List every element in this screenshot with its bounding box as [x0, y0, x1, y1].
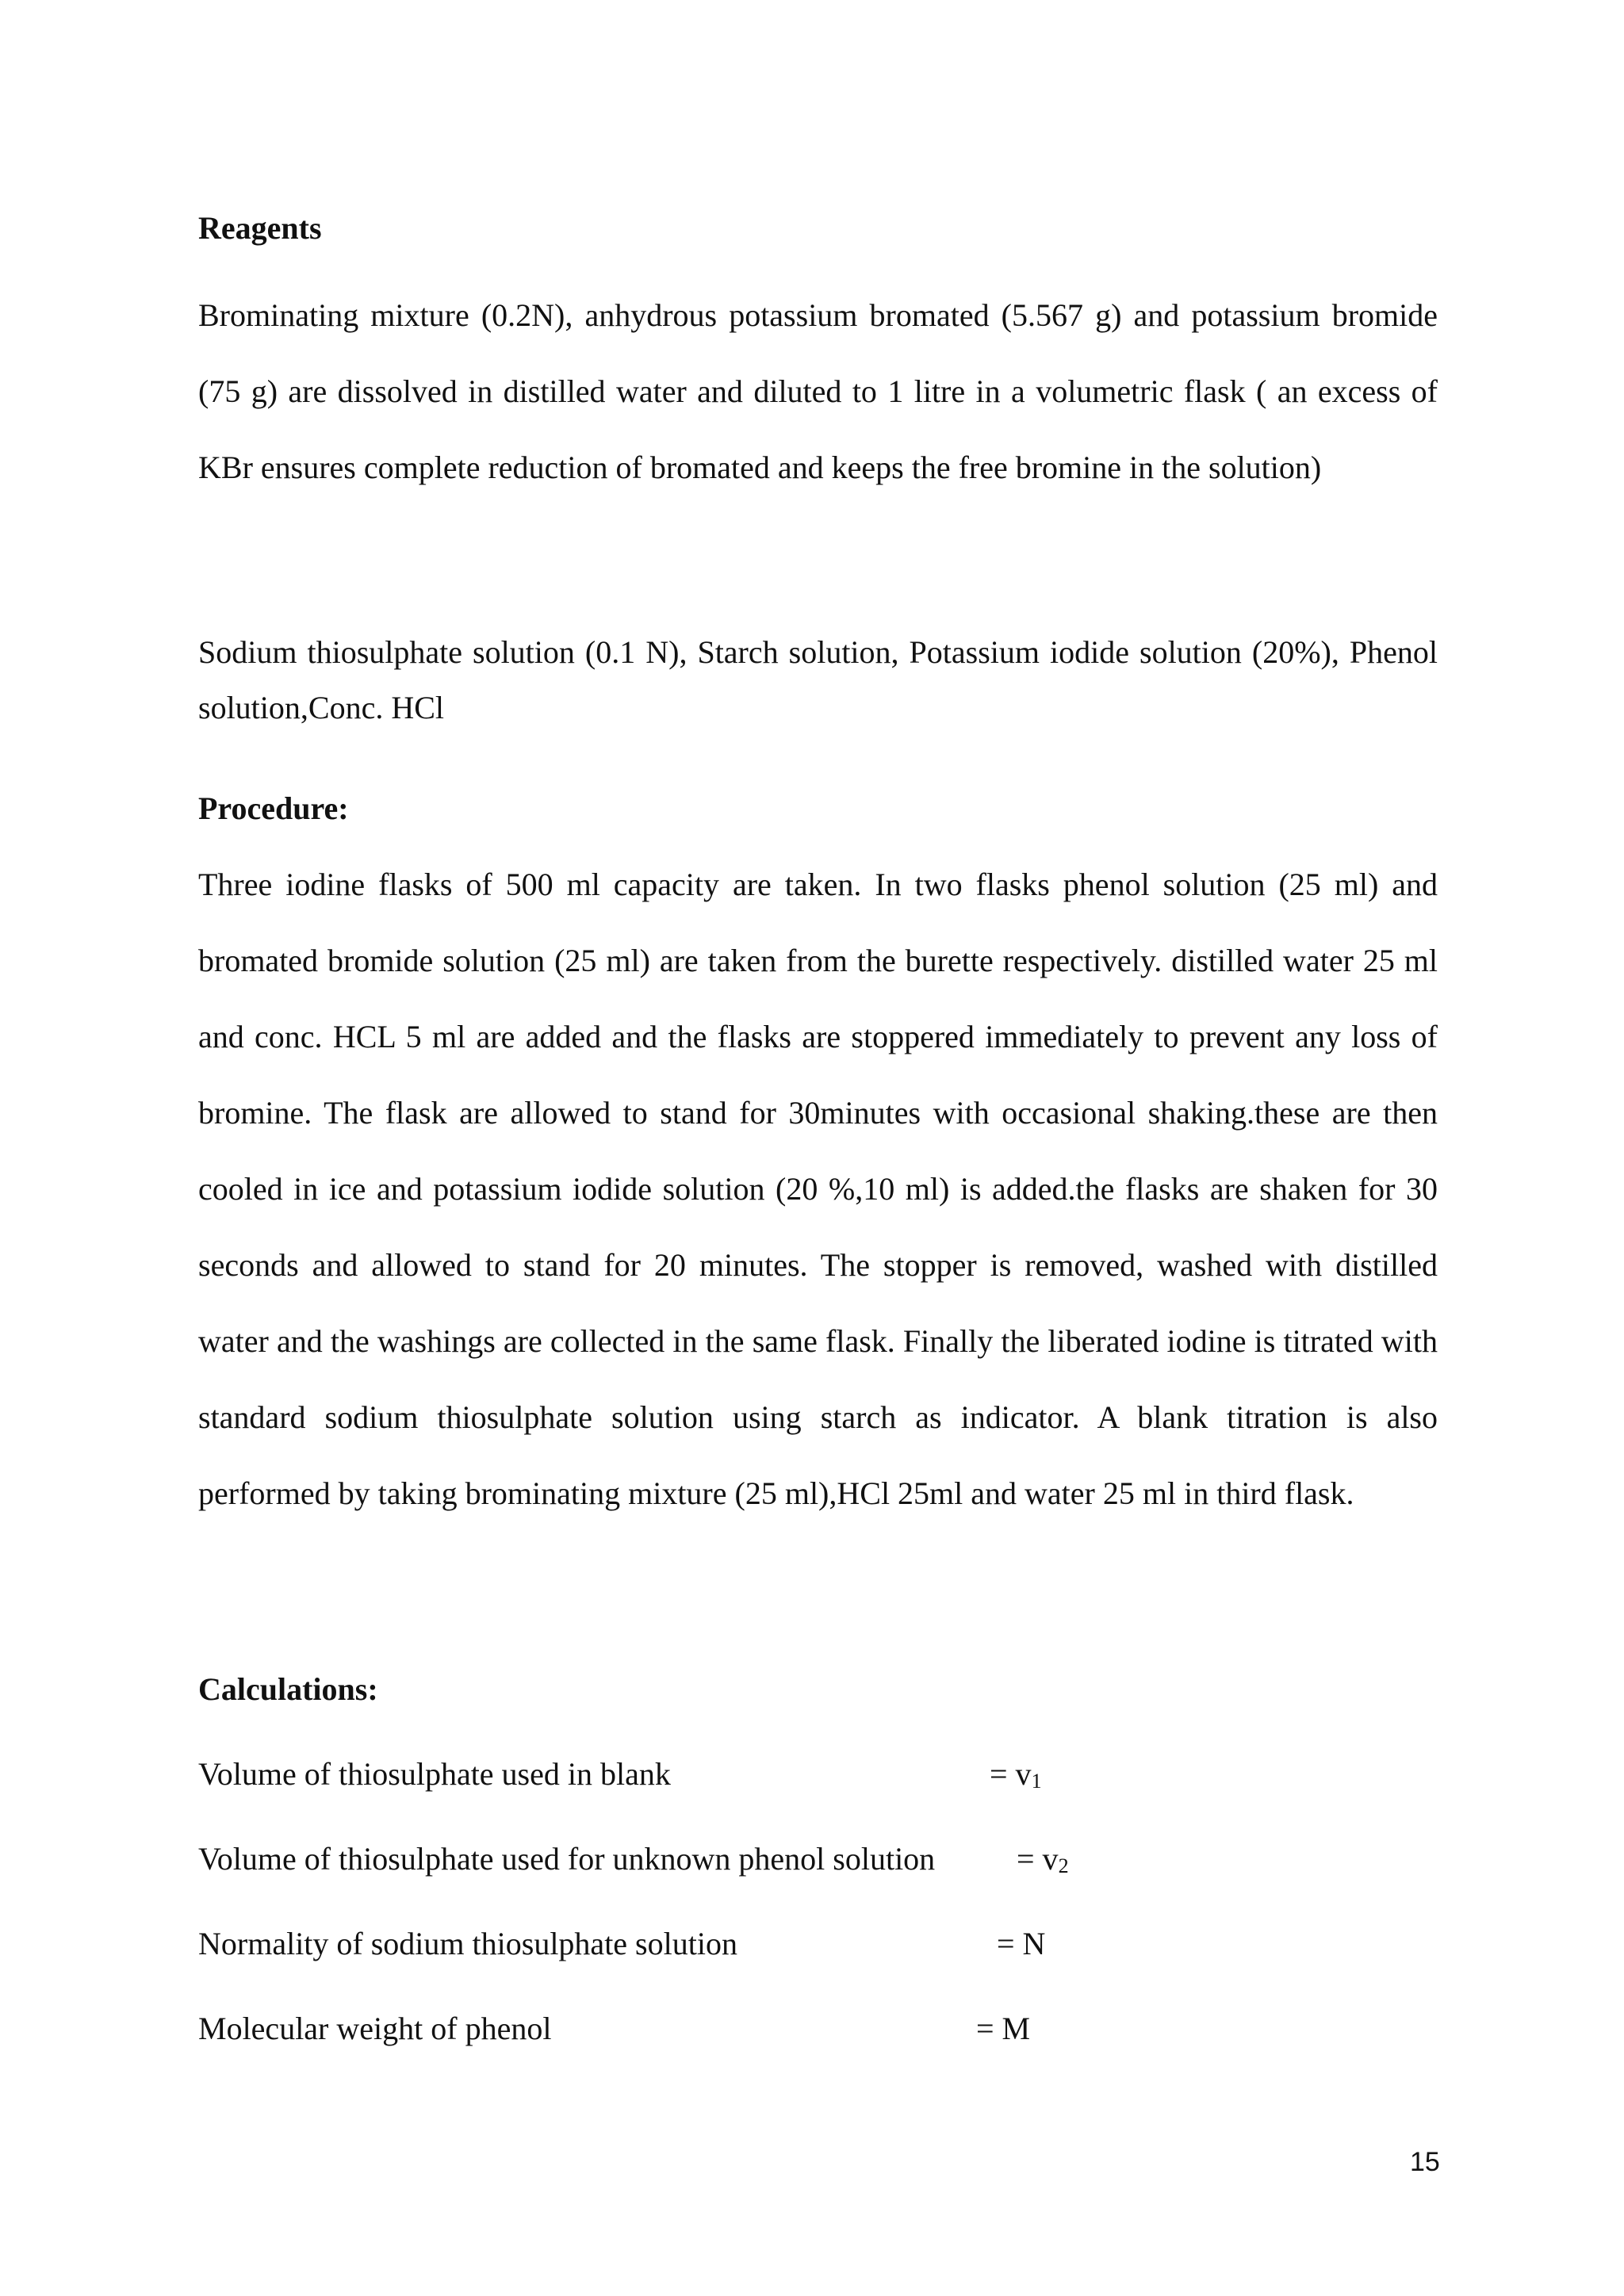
calc-value-normality: [997, 1928, 1045, 1961]
calc-value-blank: [990, 1758, 1042, 1792]
calculations-heading: Calculations:: [198, 1671, 378, 1707]
calc-value-text: = N: [997, 1926, 1046, 1961]
solutions-paragraph: Sodium thiosulphate solution (0.1 N), Starch solution, Potassium iodide solution (20%), Phenol solution,Conc. HCl: [198, 634, 1438, 725]
calc-label-normality: Normality of sodium thiosulphate solution: [198, 1926, 737, 1961]
page-number: 15: [1410, 2147, 1440, 2177]
calc-label-molecular-weight: Molecular weight of phenol: [198, 2011, 552, 2046]
calc-value-text: = v: [1017, 1841, 1059, 1877]
calc-value-unknown: [1017, 1843, 1069, 1877]
calc-value-text: = M: [976, 2011, 1031, 2046]
calc-value-molecular-weight: [976, 2013, 1030, 2046]
reagents-heading: Reagents: [198, 210, 322, 246]
calc-value-subscript: 2: [1058, 1854, 1069, 1877]
reagents-paragraph: Brominating mixture (0.2N), anhydrous potassium bromated (5.567 g) and potassium bromide (75 g) are dissolved in distilled water and diluted to 1 litre in a volumetric flask ( an excess of KBr ensures complete reduction of bromated and keeps the free bromine in the solution): [198, 297, 1438, 485]
calc-label-blank: Volume of thiosulphate used in blank: [198, 1756, 671, 1792]
calc-value-subscript: 1: [1031, 1770, 1042, 1793]
calc-value-text: = v: [990, 1756, 1032, 1792]
procedure-paragraph: Three iodine flasks of 500 ml capacity are taken. In two flasks phenol solution (25 ml) and bromated bromide solution (25 ml) are taken from the burette respectively. distilled water 25 ml and conc. HCL 5 ml are added and the flasks are stoppered immediately to prevent any loss of bromine. The flask are allowed to stand for 30minutes with occasional shaking.these are then cooled in ice and potassium iodide solution (20 %,10 ml) is added.the flasks are shaken for 30 seconds and allowed to stand for 20 minutes. The stopper is removed, washed with distilled water and the washings are collected in the same flask. Finally the liberated iodine is titrated with standard sodium thiosulphate solution using starch as indicator. A blank titration is also performed by taking brominating mixture (25 ml),HCl 25ml and water 25 ml in third flask.: [198, 867, 1438, 1511]
procedure-heading: Procedure:: [198, 790, 349, 826]
calc-label-unknown: Volume of thiosulphate used for unknown phenol solution: [198, 1841, 936, 1877]
